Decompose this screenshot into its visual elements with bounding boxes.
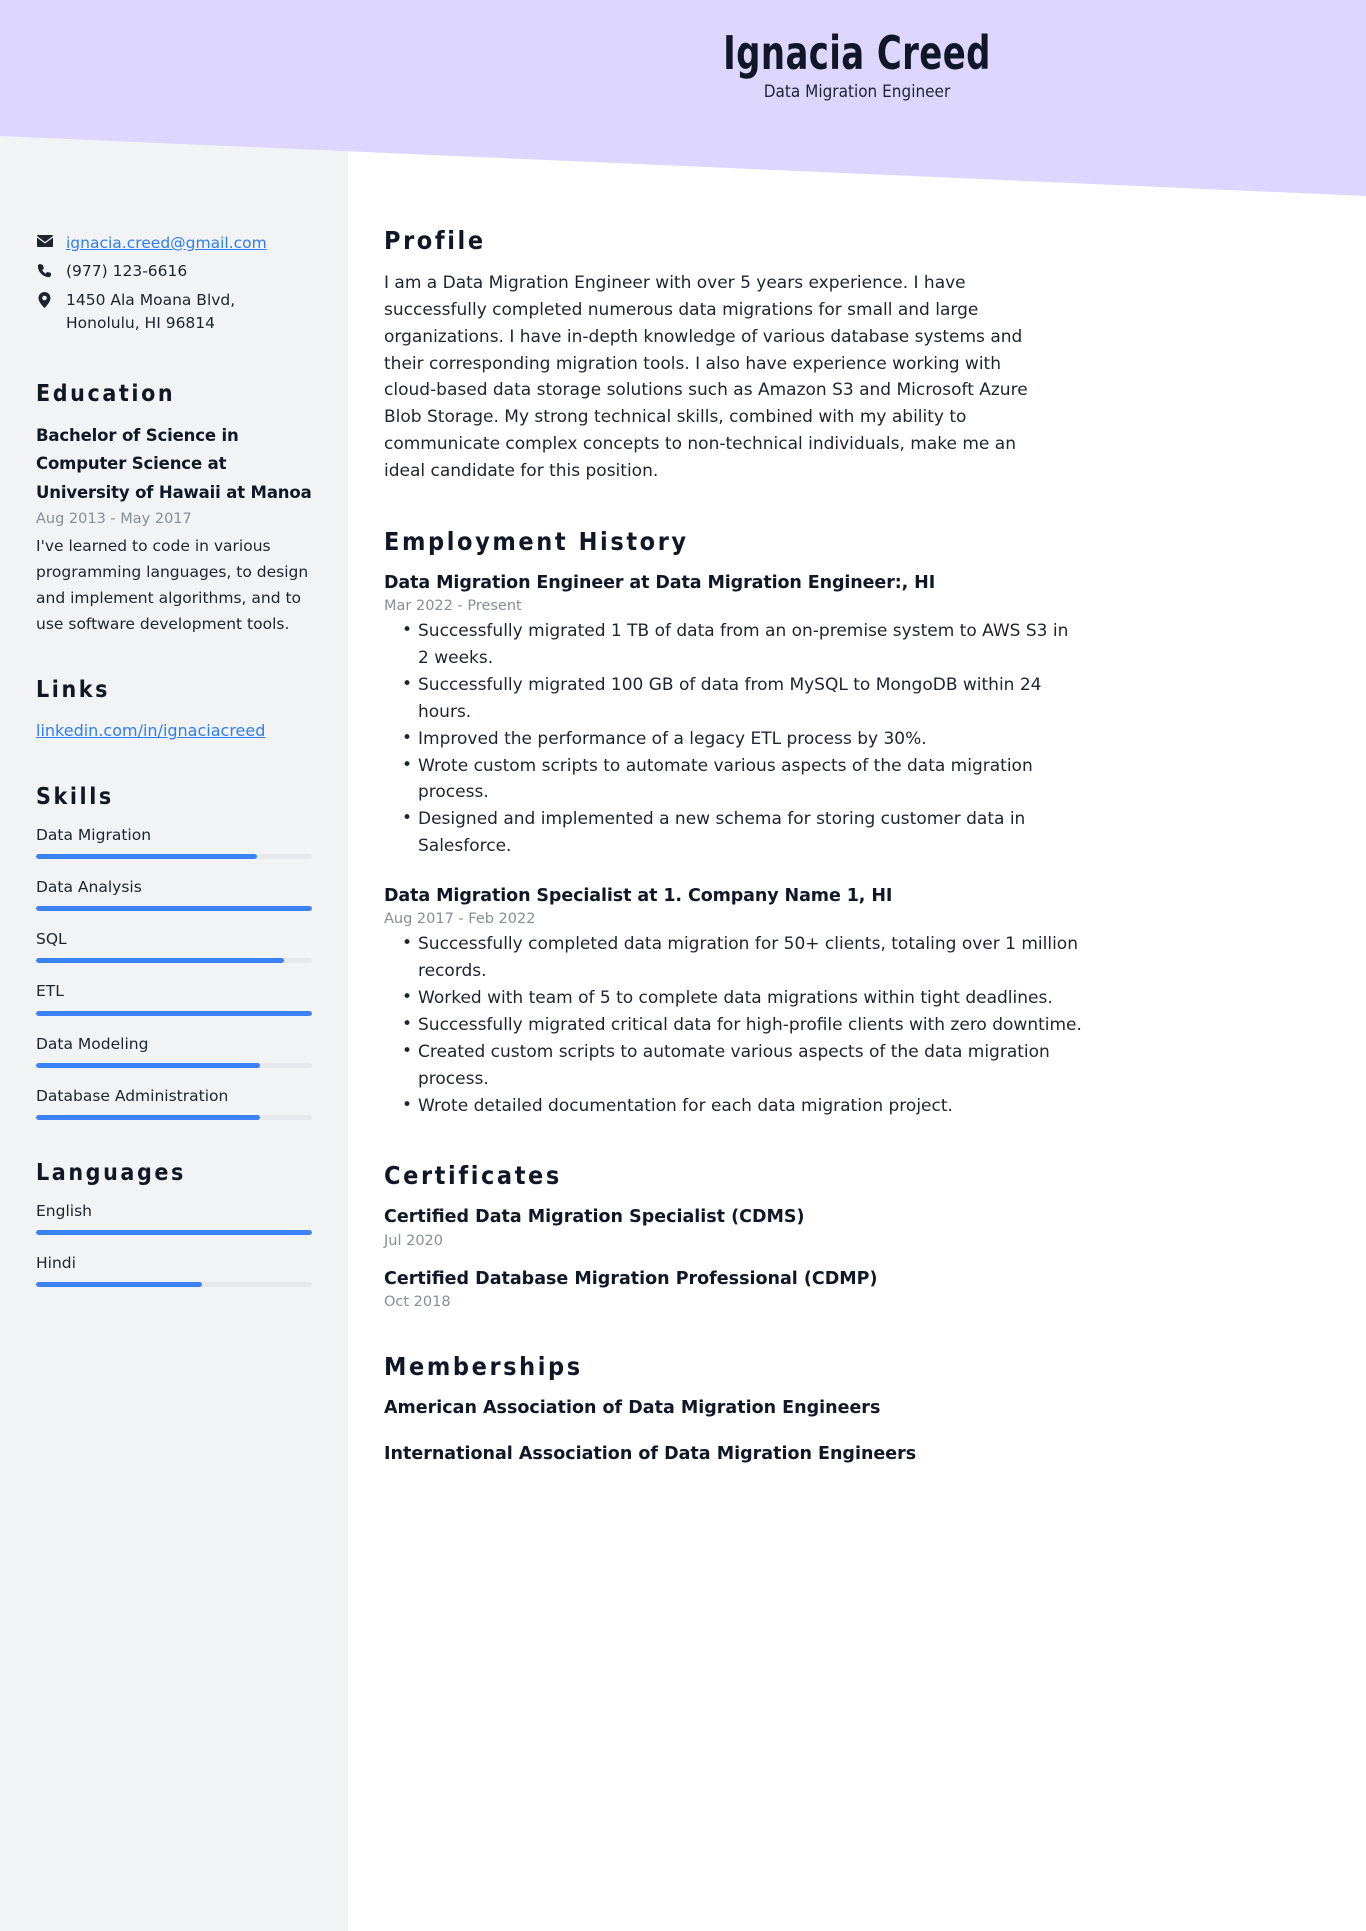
links-section: [36, 677, 312, 744]
language-fill: [36, 1230, 312, 1235]
language-label: English: [36, 1201, 92, 1220]
certificate-entry: [384, 1267, 1308, 1310]
education-title: Bachelor of Science in Computer Science at University of Hawaii at Manoa: [36, 426, 312, 502]
language-track: [36, 1230, 312, 1235]
contact-row: [36, 289, 312, 336]
profile-section: [384, 226, 1308, 485]
membership-entry: International Association of Data Migration Engineers: [384, 1443, 917, 1464]
education-entries: [36, 422, 312, 637]
job-bullet: • Wrote detailed documentation for each data migration project.: [384, 1093, 1084, 1120]
languages-heading: Languages: [36, 1159, 186, 1186]
job-bullet: • Successfully migrated 100 GB of data from MySQL to MongoDB within 24 hours.: [384, 672, 1084, 726]
skill-fill: [36, 958, 284, 963]
language: [36, 1201, 312, 1235]
sidebar-link[interactable]: linkedin.com/in/ignaciacreed: [36, 721, 266, 741]
employment-heading: Employment History: [384, 526, 689, 556]
contact-list: [36, 232, 312, 335]
job-bullet: • Wrote custom scripts to automate various aspects of the data migration process.: [384, 753, 1084, 807]
job-bullet: • Created custom scripts to automate various aspects of the data migration process.: [384, 1039, 1084, 1093]
skills-section: [36, 784, 312, 1120]
job-date: Mar 2022 - Present: [384, 598, 522, 615]
skill-track: [36, 1063, 312, 1068]
certificates-heading: Certificates: [384, 1161, 562, 1191]
job-bullets: [384, 931, 1308, 1119]
contact-link[interactable]: ignacia.creed@gmail.com: [66, 234, 267, 252]
skill: [36, 877, 312, 911]
skill-track: [36, 1011, 312, 1016]
job-bullet: • Successfully completed data migration for 50+ clients, totaling over 1 million records.: [384, 931, 1084, 985]
contact-row[interactable]: [36, 232, 312, 255]
skill-label: SQL: [36, 930, 67, 949]
page-title: Ignacia Creed: [723, 26, 991, 80]
main-content: [348, 0, 1366, 1569]
skills-list: [36, 825, 312, 1120]
skill-fill: [36, 854, 257, 859]
job-bullet: • Improved the performance of a legacy ETL process by 30%.: [384, 726, 1084, 753]
contact-row: [36, 260, 312, 283]
skill-fill: [36, 906, 312, 911]
contact-value: [66, 260, 187, 283]
links-heading: Links: [36, 677, 111, 704]
header-subtitle: Data Migration Engineer: [763, 81, 951, 102]
job-entry: [384, 571, 1308, 860]
skill: [36, 1086, 312, 1120]
skill-track: [36, 1115, 312, 1120]
contact-line: Honolulu, HI 96814: [66, 313, 216, 332]
phone-icon: [36, 260, 53, 278]
job-bullet: • Successfully migrated critical data for high-profile clients with zero downtime.: [384, 1012, 1084, 1039]
links-list: [36, 718, 312, 744]
membership-entry: American Association of Data Migration Engineers: [384, 1398, 881, 1419]
skill-track: [36, 854, 312, 859]
skill-label: Data Migration: [36, 826, 152, 845]
skill: [36, 825, 312, 859]
certificate-title: Certified Database Migration Professional (CDMP): [384, 1268, 878, 1289]
skills-heading: Skills: [36, 784, 114, 811]
skill: [36, 1034, 312, 1068]
certificate-list: [384, 1205, 1308, 1310]
profile-heading: Profile: [384, 226, 486, 255]
job-title: Data Migration Engineer at Data Migration Engineer:, HI: [384, 572, 936, 593]
certificate-date: Oct 2018: [384, 1294, 451, 1311]
contact-value: [66, 289, 235, 336]
profile-text: I am a Data Migration Engineer with over 5 years experience. I have successfully completed numerous data migrations for small and large organizations. I have in-depth knowledge of various database systems and their corresponding migration tools. I also have experience working with cloud-based data storage solutions such as Amazon S3 and Microsoft Azure Blob Storage. My strong technical skills, combined with my ability to communicate complex concepts to non-technical individuals, make me an ideal candidate for this position.: [384, 273, 1028, 482]
languages-list: [36, 1201, 312, 1287]
languages-section: [36, 1160, 312, 1287]
skill-label: Data Modeling: [36, 1034, 149, 1053]
skill-fill: [36, 1063, 260, 1068]
certificate-entry: [384, 1205, 1308, 1248]
education-section: [36, 381, 312, 637]
language-track: [36, 1282, 312, 1287]
certificates-section: [384, 1161, 1308, 1310]
certificate-date: Jul 2020: [384, 1232, 444, 1249]
job-bullet: • Designed and implemented a new schema for storing customer data in Salesforce.: [384, 806, 1084, 860]
memberships-heading: Memberships: [384, 1352, 583, 1382]
education-description: I've learned to code in various programming languages, to design and implement algorithms, and to use software development tools.: [36, 537, 309, 634]
job-bullet: • Worked with team of 5 to complete data migrations within tight deadlines.: [384, 985, 1084, 1012]
skill-label: Database Administration: [36, 1086, 229, 1105]
contact-line: (977) 123-6616: [66, 262, 188, 281]
sidebar: [0, 0, 348, 1931]
education-date: Aug 2013 - May 2017: [36, 511, 192, 528]
certificate-title: Certified Data Migration Specialist (CDMS): [384, 1207, 805, 1228]
skill-fill: [36, 1115, 260, 1120]
education-entry: [36, 422, 312, 637]
job-list: [384, 571, 1308, 1120]
contact-value[interactable]: [66, 232, 267, 255]
job-entry: [384, 884, 1308, 1119]
skill-label: ETL: [36, 982, 64, 1001]
envelope-icon: [36, 232, 53, 247]
skill: [36, 929, 312, 963]
map-pin-icon: [36, 289, 53, 308]
skill-track: [36, 906, 312, 911]
skill-fill: [36, 1011, 312, 1016]
contact-line: 1450 Ala Moana Blvd,: [66, 290, 236, 309]
skill: [36, 981, 312, 1015]
job-title: Data Migration Specialist at 1. Company Name 1, HI: [384, 885, 893, 906]
employment-section: [384, 527, 1308, 1120]
job-bullets: [384, 618, 1308, 860]
education-heading: Education: [36, 381, 176, 407]
language-label: Hindi: [36, 1254, 76, 1273]
skill-track: [36, 958, 312, 963]
skill-label: Data Analysis: [36, 878, 142, 897]
language-fill: [36, 1282, 202, 1287]
job-bullet: • Successfully migrated 1 TB of data from an on-premise system to AWS S3 in 2 weeks.: [384, 618, 1084, 672]
job-date: Aug 2017 - Feb 2022: [384, 911, 536, 928]
memberships-section: [384, 1352, 1308, 1467]
language: [36, 1253, 312, 1287]
membership-list: [384, 1396, 1308, 1467]
